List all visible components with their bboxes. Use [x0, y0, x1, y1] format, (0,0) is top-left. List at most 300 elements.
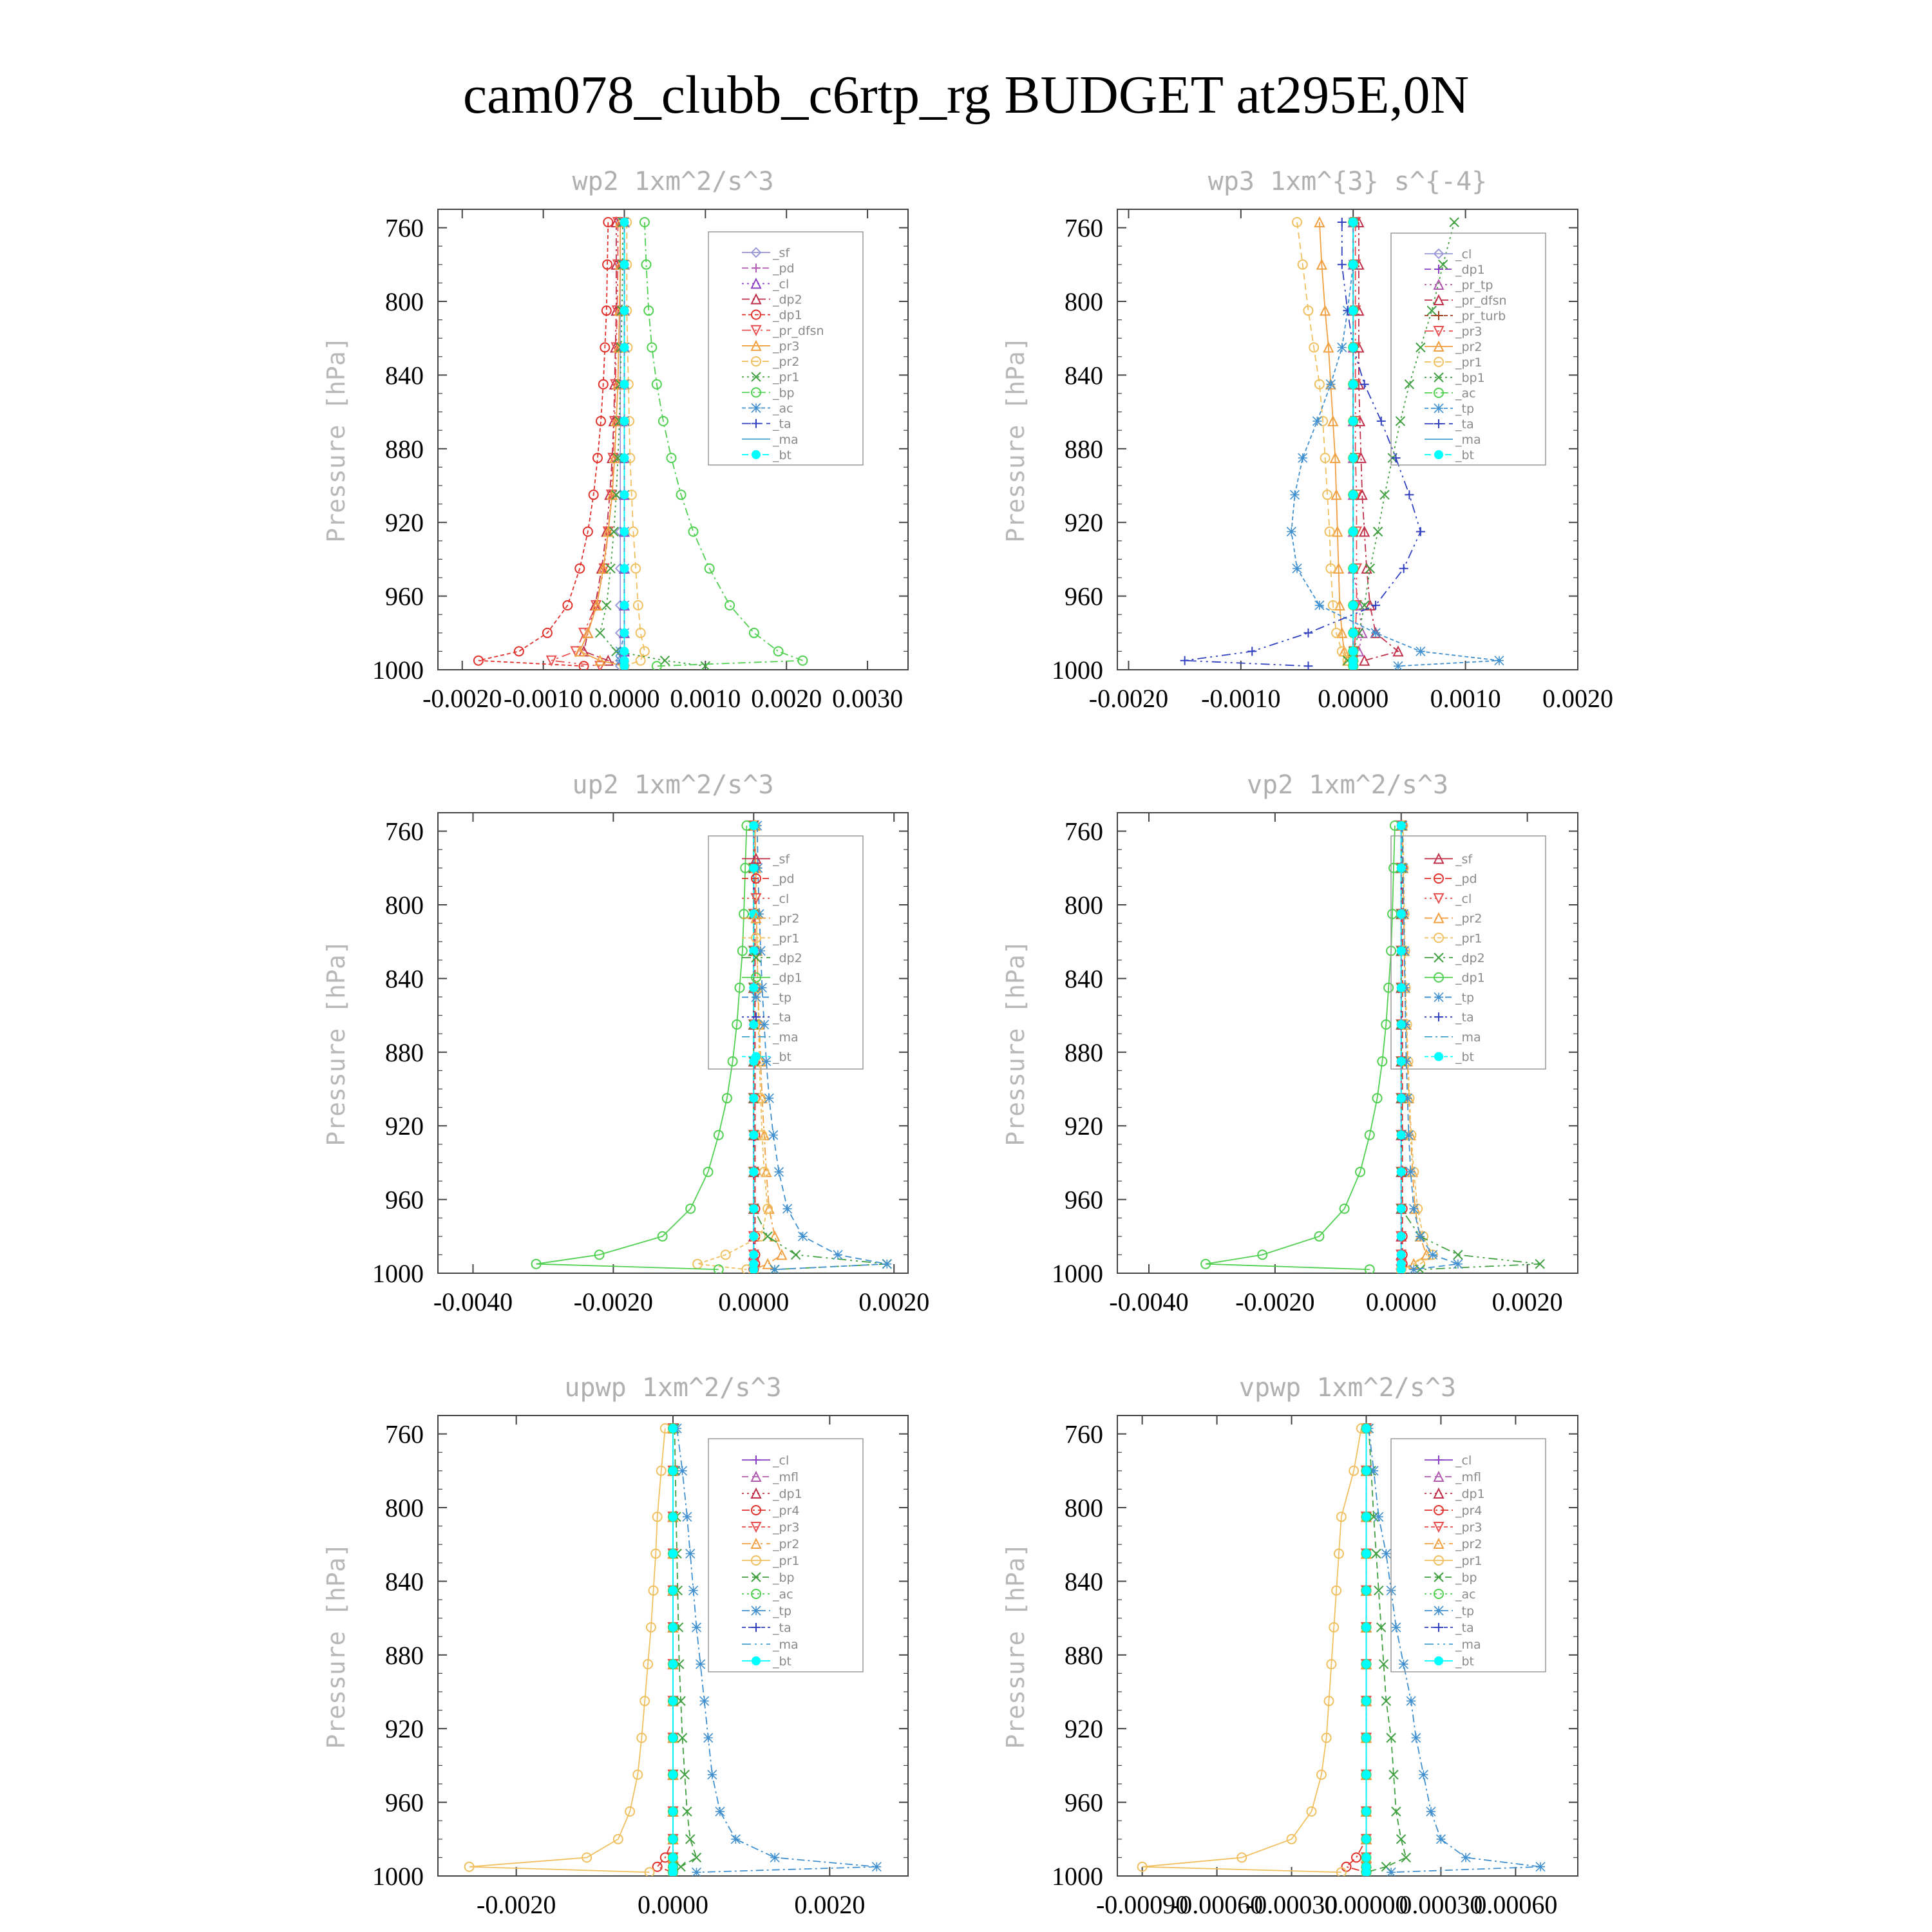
data-point [1461, 1853, 1470, 1862]
legend-marker [1434, 311, 1443, 320]
legend-label: _pr3 [773, 339, 800, 354]
legend-label: _dp2 [773, 292, 802, 307]
data-point [668, 1868, 677, 1877]
y-tick-label: 760 [1065, 1419, 1103, 1449]
series-line-ta [1185, 222, 1421, 666]
data-point [1361, 1835, 1370, 1844]
y-tick-label: 1000 [372, 1862, 424, 1891]
data-point [640, 647, 649, 656]
data-point [1360, 656, 1369, 665]
data-point [1349, 490, 1358, 499]
series-line-bp [1366, 1428, 1406, 1872]
data-point [749, 1265, 758, 1274]
data-point [749, 1094, 758, 1103]
data-point [668, 1466, 677, 1475]
plot-frame [438, 813, 908, 1273]
data-point [1428, 1250, 1437, 1259]
data-point [668, 1512, 677, 1521]
data-point [668, 1734, 677, 1743]
legend-label: _ta [773, 1621, 791, 1635]
data-point [1349, 343, 1358, 352]
data-point [620, 380, 629, 389]
legend-marker [752, 263, 761, 272]
data-point [1409, 1265, 1418, 1274]
plot-frame [1117, 813, 1578, 1273]
x-tick-label: -0.0010 [1201, 684, 1281, 713]
data-point [668, 1696, 677, 1705]
data-point [749, 864, 758, 873]
data-point [1361, 1466, 1370, 1475]
data-point [1454, 1260, 1463, 1269]
legend-label: _cl [1455, 891, 1472, 906]
panel-title: wp3 1xm^{3} s^{-4} [1208, 167, 1488, 196]
legend-label: _cl [773, 1454, 790, 1468]
legend-marker [1434, 992, 1443, 1001]
legend-marker [1434, 1606, 1443, 1615]
plot-frame [1117, 1416, 1578, 1876]
legend-marker [752, 419, 761, 428]
legend-label: _pr_dfsn [1455, 294, 1507, 308]
legend-label: _dp1 [773, 971, 802, 985]
y-axis-label: Pressure [hPa] [1001, 940, 1030, 1146]
legend-label: _bt [1455, 448, 1475, 462]
y-tick-label: 920 [1065, 1714, 1103, 1744]
data-point [774, 647, 783, 656]
data-point [1439, 260, 1448, 269]
data-point [1406, 1696, 1416, 1705]
y-tick-label: 760 [1065, 817, 1103, 846]
legend-label: _pd [773, 261, 795, 276]
y-tick-label: 920 [1065, 1112, 1103, 1141]
y-tick-label: 840 [1065, 1567, 1103, 1596]
data-point [882, 1260, 891, 1269]
data-point [1416, 527, 1425, 536]
legend-label: _pr2 [773, 911, 800, 926]
legend-label: _tp [1455, 1604, 1475, 1618]
data-point [1361, 1586, 1370, 1595]
y-tick-label: 800 [385, 1493, 424, 1522]
data-point [1454, 1250, 1463, 1259]
panel-title: up2 1xm^2/s^3 [572, 770, 774, 800]
data-point [620, 417, 629, 426]
data-point [1406, 1168, 1415, 1177]
data-point [700, 1696, 709, 1705]
figure-title: cam078_clubb_c6rtp_rg BUDGET at295E,0N [462, 65, 1470, 125]
legend-marker [1434, 953, 1443, 962]
data-point [769, 1131, 778, 1140]
y-tick-label: 1000 [372, 1259, 424, 1288]
data-point [668, 1835, 677, 1844]
data-point [668, 1623, 677, 1632]
y-tick-label: 880 [1065, 1640, 1103, 1670]
x-tick-label: 0.0020 [858, 1287, 930, 1316]
data-point [1361, 1853, 1370, 1862]
plot-frame [1117, 209, 1578, 670]
panel-title: vp2 1xm^2/s^3 [1246, 770, 1449, 800]
data-point [683, 1512, 692, 1521]
series-line-pr4 [1347, 1428, 1367, 1872]
data-point [692, 1623, 701, 1632]
data-point [515, 647, 524, 656]
data-point [749, 821, 758, 830]
data-point [799, 1232, 808, 1241]
legend-marker [1434, 1455, 1443, 1464]
x-tick-label: 0.0020 [751, 684, 822, 713]
x-tick-label: 0.0020 [1542, 684, 1613, 713]
data-point [1397, 1232, 1406, 1241]
data-point [1416, 647, 1425, 656]
legend-label: _pr1 [773, 1554, 800, 1568]
data-point [1349, 564, 1358, 573]
panel-vpwp [1001, 1373, 1578, 1919]
data-point [620, 490, 629, 499]
legend-label: _ma [773, 1030, 799, 1045]
x-tick-label: -0.0020 [573, 1287, 654, 1316]
data-point [1377, 417, 1386, 426]
data-point [1349, 629, 1358, 638]
legend-marker [752, 1623, 761, 1632]
x-tick-label: -0.00090 [1095, 1890, 1189, 1919]
y-tick-label: 880 [385, 1037, 424, 1067]
y-tick-label: 960 [1065, 1185, 1103, 1215]
data-point [620, 564, 629, 573]
x-tick-label: -0.0020 [1235, 1287, 1315, 1316]
data-point [704, 1734, 713, 1743]
data-point [1397, 1265, 1406, 1274]
series-line-dp1 [478, 222, 608, 666]
legend-marker [1434, 404, 1443, 413]
data-point [763, 1260, 772, 1269]
data-point [1326, 380, 1335, 389]
legend-label: _ac [773, 401, 793, 416]
y-tick-label: 1000 [1052, 1259, 1103, 1288]
data-point [715, 1807, 724, 1816]
legend-label: _sf [1455, 852, 1473, 867]
series-line-pr-dfsn [551, 222, 618, 666]
data-point [1293, 564, 1302, 573]
data-point [1287, 527, 1296, 536]
data-point [1349, 661, 1358, 670]
legend-label: _ta [773, 417, 791, 431]
data-point [1349, 306, 1358, 315]
data-point [760, 1020, 769, 1029]
x-tick-label: -0.00030 [1245, 1890, 1338, 1919]
legend-label: _pr2 [773, 1537, 800, 1551]
y-tick-label: 840 [385, 361, 424, 390]
data-point [1397, 947, 1406, 956]
data-point [1391, 453, 1400, 462]
data-point [620, 218, 629, 227]
y-tick-label: 880 [385, 434, 424, 464]
data-point [1397, 1204, 1406, 1213]
legend-marker [1434, 1656, 1443, 1665]
data-point [1352, 1853, 1361, 1862]
data-point [749, 1020, 758, 1029]
data-point [1349, 260, 1358, 269]
data-point [688, 527, 697, 536]
legend-label: _bp [773, 386, 795, 401]
data-point [1361, 1868, 1370, 1877]
x-tick-label: 0.00030 [1399, 1890, 1483, 1919]
series-line-pr1 [469, 1428, 665, 1872]
series-line-dp1 [536, 826, 747, 1269]
x-tick-label: 0.0030 [832, 684, 904, 713]
legend-label: _cl [1455, 1454, 1472, 1468]
data-point [762, 1057, 771, 1066]
legend-label: _dp1 [773, 308, 802, 323]
legend-label: _pr1 [1455, 1554, 1482, 1568]
x-tick-label: -0.0020 [422, 684, 502, 713]
series-line-pr2 [624, 222, 644, 666]
data-point [749, 1250, 758, 1259]
data-point [1361, 1660, 1370, 1669]
panel-wp3 [1001, 167, 1613, 713]
data-point [1361, 1549, 1370, 1558]
data-point [620, 306, 629, 315]
y-axis-label: Pressure [hPa] [322, 1542, 350, 1749]
panel-title: vpwp 1xm^2/s^3 [1238, 1373, 1457, 1403]
y-tick-label: 840 [385, 964, 424, 994]
data-point [668, 1586, 677, 1595]
data-point [1291, 490, 1300, 499]
legend-label: _cl [773, 277, 790, 292]
data-point [757, 983, 766, 992]
legend-label: _ma [773, 432, 799, 447]
y-tick-label: 920 [1065, 508, 1103, 538]
x-tick-label: -0.0010 [503, 684, 583, 713]
data-point [1361, 1807, 1370, 1816]
data-point [1397, 1131, 1406, 1140]
data-point [749, 1204, 758, 1213]
legend-marker [752, 404, 761, 413]
legend-marker [752, 992, 761, 1001]
data-point [1397, 1057, 1406, 1066]
data-point [653, 1862, 662, 1871]
series-group [1201, 821, 1544, 1274]
x-tick-label: 0.0000 [638, 1890, 708, 1919]
y-tick-label: 960 [1065, 582, 1103, 611]
data-point [1436, 1835, 1445, 1844]
data-point [1399, 564, 1408, 573]
data-point [1399, 1660, 1408, 1669]
y-tick-label: 840 [1065, 964, 1103, 994]
y-tick-label: 1000 [1052, 1862, 1103, 1891]
data-point [1312, 417, 1321, 426]
legend-label: _dp1 [1455, 263, 1485, 277]
data-point [692, 1868, 701, 1877]
data-point [1397, 909, 1406, 918]
y-tick-label: 760 [1065, 213, 1103, 243]
y-tick-label: 960 [385, 1788, 424, 1817]
legend-marker [752, 450, 761, 459]
y-tick-label: 800 [1065, 891, 1103, 920]
data-point [1416, 1232, 1425, 1241]
legend-label: _ma [1455, 1638, 1481, 1652]
legend-label: _pr1 [1455, 931, 1482, 946]
data-point [749, 947, 758, 956]
data-point [1374, 1512, 1383, 1521]
data-point [620, 601, 629, 610]
legend-label: _pr2 [773, 355, 800, 370]
data-point [1361, 1696, 1370, 1705]
legend-marker [1434, 1623, 1443, 1632]
legend-label: _dp2 [773, 951, 802, 965]
y-tick-label: 880 [1065, 434, 1103, 464]
data-point [1298, 453, 1307, 462]
legend-label: _dp2 [1455, 951, 1485, 965]
legend-label: _pr_dfsn [773, 323, 824, 338]
data-point [725, 601, 734, 610]
data-point [1361, 1512, 1370, 1521]
legend-label: _bt [773, 1654, 792, 1669]
legend-label: _pr1 [773, 370, 800, 385]
y-tick-label: 800 [1065, 1493, 1103, 1522]
data-point [1397, 1168, 1406, 1177]
data-point [1397, 821, 1406, 830]
legend-label: _pr_tp [1455, 278, 1493, 292]
data-point [1427, 306, 1436, 315]
data-point [1426, 1807, 1435, 1816]
data-point [833, 1250, 842, 1259]
data-point [791, 1250, 800, 1259]
y-tick-label: 760 [385, 213, 424, 243]
legend-label: _pr3 [1455, 1520, 1482, 1535]
data-point [620, 343, 629, 352]
legend-marker [1434, 1012, 1443, 1021]
data-point [678, 1466, 687, 1475]
data-point [692, 1853, 701, 1862]
series-line-pr1 [1297, 222, 1353, 666]
legend-label: _tp [1455, 402, 1475, 416]
data-point [636, 656, 645, 665]
legend-label: _ma [1455, 433, 1481, 447]
data-point [1371, 629, 1380, 638]
legend-label: _pd [1455, 872, 1477, 887]
data-point [731, 1835, 740, 1844]
legend-label: _tp [773, 990, 792, 1005]
data-point [668, 1853, 677, 1862]
data-point [1396, 417, 1405, 426]
legend-marker [752, 1052, 761, 1061]
panel-wp2 [322, 167, 908, 713]
data-point [606, 564, 615, 573]
data-point [668, 1770, 677, 1779]
x-tick-label: -0.0020 [1088, 684, 1169, 713]
series-group [465, 1424, 882, 1877]
x-tick-label: 0.0010 [670, 684, 741, 713]
panel-title: wp2 1xm^2/s^3 [572, 167, 774, 196]
legend-label: _pd [773, 872, 795, 887]
panel-vp2 [1001, 770, 1578, 1316]
legend-marker [752, 1606, 761, 1615]
legend-label: _mfl [1455, 1470, 1481, 1484]
y-tick-label: 840 [385, 1567, 424, 1596]
series-group [474, 218, 807, 670]
legend-label: _pr3 [1455, 325, 1482, 339]
panel-title: upwp 1xm^2/s^3 [564, 1373, 782, 1403]
legend-label: _cl [773, 891, 790, 906]
data-point [620, 647, 629, 656]
data-point [668, 1549, 677, 1558]
series-line-dp1 [1206, 826, 1395, 1269]
x-tick-label: 0.00000 [1324, 1890, 1408, 1919]
data-point [1361, 1770, 1370, 1779]
legend-marker [1434, 1052, 1443, 1061]
y-axis-label: Pressure [hPa] [322, 336, 350, 543]
data-point [620, 527, 629, 536]
y-tick-label: 960 [1065, 1788, 1103, 1817]
legend-label: _ta [1455, 417, 1474, 431]
data-point [1360, 380, 1369, 389]
legend-label: _dp1 [1455, 1487, 1485, 1501]
data-point [1394, 661, 1403, 670]
x-tick-label: 0.0020 [794, 1890, 866, 1919]
y-axis-label: Pressure [hPa] [322, 940, 350, 1146]
data-point [1349, 218, 1358, 227]
legend-label: _ta [1455, 1621, 1474, 1635]
y-tick-label: 800 [385, 891, 424, 920]
data-point [1536, 1862, 1545, 1871]
data-point [749, 1131, 758, 1140]
legend-label: _pr_turb [1455, 309, 1506, 323]
series-line-ac [620, 222, 624, 666]
data-point [1338, 260, 1347, 269]
legend-label: _bt [1455, 1050, 1475, 1065]
legend-marker [1434, 419, 1443, 428]
legend-label: _dp1 [773, 1487, 802, 1501]
data-point [620, 629, 629, 638]
panel-up2 [322, 770, 929, 1316]
legend-label: _sf [773, 852, 790, 867]
data-point [770, 1853, 779, 1862]
y-tick-label: 880 [385, 1640, 424, 1670]
data-point [764, 1094, 773, 1103]
legend-label: _ma [1455, 1030, 1481, 1045]
data-point [1387, 1868, 1396, 1877]
x-tick-label: 0.0000 [718, 1287, 790, 1316]
data-point [749, 1232, 758, 1241]
legend-label: _tp [1455, 990, 1475, 1005]
legend-label: _pr1 [1455, 355, 1482, 370]
series-line-pr2 [1401, 826, 1426, 1269]
legend-label: _pr4 [1455, 1504, 1482, 1518]
y-tick-label: 880 [1065, 1037, 1103, 1067]
legend-label: _ac [1455, 1587, 1476, 1602]
data-point [749, 1168, 758, 1177]
legend-label: _dp1 [1455, 971, 1485, 985]
data-point [1303, 629, 1312, 638]
data-point [872, 1862, 881, 1871]
data-point [1349, 417, 1358, 426]
plot-frame [438, 209, 908, 670]
data-point [1412, 1734, 1421, 1743]
series-group [532, 821, 892, 1274]
data-point [1349, 380, 1358, 389]
series-line-pr2 [1320, 222, 1353, 666]
legend-label: _pr1 [773, 931, 800, 946]
data-point [1416, 343, 1425, 352]
y-tick-label: 800 [385, 287, 424, 316]
data-point [668, 1424, 677, 1433]
data-point [620, 661, 629, 670]
data-point [1349, 527, 1358, 536]
data-point [1349, 601, 1358, 610]
data-point [1371, 601, 1380, 610]
legend-label: _pr2 [1455, 1537, 1482, 1551]
data-point [1405, 380, 1414, 389]
legend-label: _ta [773, 1010, 791, 1025]
y-tick-label: 960 [385, 582, 424, 611]
